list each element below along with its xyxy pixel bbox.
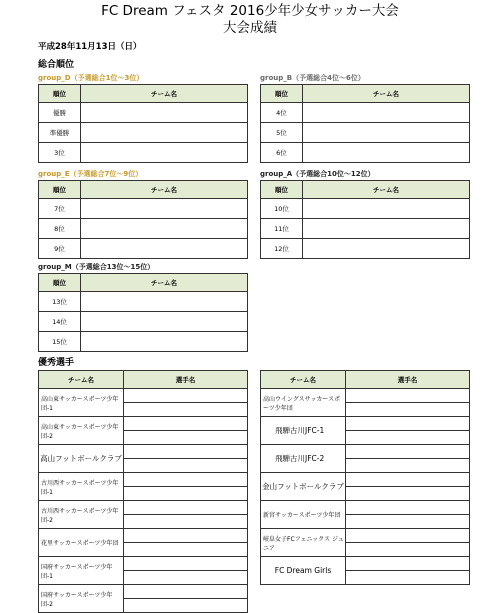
player-cell xyxy=(124,557,248,571)
player-cell xyxy=(124,487,248,501)
team-cell xyxy=(303,239,470,259)
rank-header: 順位 xyxy=(261,181,303,199)
team-header: チーム名 xyxy=(303,85,470,103)
player-cell xyxy=(346,431,470,445)
group-m-table xyxy=(38,273,248,352)
player-cell xyxy=(346,403,470,417)
team-cell: 金山フットボールクラブ xyxy=(261,473,346,501)
rank-cell: 準優勝 xyxy=(39,123,81,143)
player-cell xyxy=(124,431,248,445)
player-cell xyxy=(124,571,248,585)
team-cell: 高山ウイングスサッカースポーツ少年団 xyxy=(261,389,346,417)
player-cell xyxy=(124,473,248,487)
page-subtitle: 大会成績 xyxy=(223,20,277,36)
team-cell: 花里サッカースポーツ少年団 xyxy=(39,529,124,557)
overall-ranking-heading: 総合順位 xyxy=(38,60,75,70)
player-cell xyxy=(346,445,470,459)
player-cell xyxy=(124,599,248,613)
rank-cell: 11位 xyxy=(261,219,303,239)
player-cell xyxy=(346,487,470,501)
player-cell xyxy=(346,557,470,571)
team-cell xyxy=(303,143,470,163)
group-d-label: group_D（予選総合1位～3位） xyxy=(38,74,144,82)
player-cell xyxy=(124,543,248,557)
rank-cell: 9位 xyxy=(39,239,81,259)
group-e-label: group_E（予選総合7位～9位） xyxy=(38,170,143,178)
team-cell xyxy=(81,219,248,239)
rank-header: 順位 xyxy=(39,274,81,292)
team-header: チーム名 xyxy=(81,181,248,199)
rank-cell: 14位 xyxy=(39,312,81,332)
rank-cell: 13位 xyxy=(39,292,81,312)
group-a-label: group_A（予選総合10位～12位） xyxy=(260,170,375,178)
rank-cell: 3位 xyxy=(39,143,81,163)
player-cell xyxy=(346,529,470,543)
player-cell xyxy=(124,389,248,403)
player-header: 選手名 xyxy=(124,371,248,389)
team-cell: 飛騨古川JFC-1 xyxy=(261,417,346,445)
team-cell: 新宮サッカースポーツ少年団 xyxy=(261,501,346,529)
team-cell xyxy=(81,239,248,259)
players-table-left xyxy=(38,370,248,613)
team-cell: 古川西サッカースポーツ少年団-1 xyxy=(39,473,124,501)
team-cell: 飛騨古川JFC-2 xyxy=(261,445,346,473)
player-cell xyxy=(346,515,470,529)
team-cell xyxy=(81,332,248,352)
player-cell xyxy=(346,501,470,515)
team-header: チーム名 xyxy=(261,371,346,389)
team-cell xyxy=(81,292,248,312)
group-a-table xyxy=(260,180,470,259)
team-header: チーム名 xyxy=(81,85,248,103)
team-cell xyxy=(81,123,248,143)
player-cell xyxy=(124,529,248,543)
player-cell xyxy=(124,515,248,529)
player-cell xyxy=(346,571,470,585)
rank-header: 順位 xyxy=(261,85,303,103)
team-cell xyxy=(303,219,470,239)
rank-cell: 6位 xyxy=(261,143,303,163)
team-cell: 岐阜女子FCフェニックス ジュニア xyxy=(261,529,346,557)
player-cell xyxy=(124,585,248,599)
page-title: FC Dream フェスタ 2016少年少女サッカー大会 xyxy=(101,3,399,19)
team-cell: 高山フットボールクラブ xyxy=(39,445,124,473)
team-cell xyxy=(303,199,470,219)
player-cell xyxy=(346,417,470,431)
group-b-label: group_B（予選総合4位～6位） xyxy=(260,74,365,82)
team-cell: FC Dream Girls xyxy=(261,557,346,585)
group-m-label: group_M（予選総合13位～15位） xyxy=(38,263,155,271)
player-cell xyxy=(346,459,470,473)
rank-cell: 優勝 xyxy=(39,103,81,123)
group-b-table xyxy=(260,84,470,163)
team-cell xyxy=(81,143,248,163)
team-cell: 国府サッカースポーツ少年団-1 xyxy=(39,557,124,585)
player-cell xyxy=(346,473,470,487)
team-cell: 国府サッカースポーツ少年団-2 xyxy=(39,585,124,613)
event-date: 平成28年11月13日（日） xyxy=(38,42,142,52)
team-cell xyxy=(81,103,248,123)
player-cell xyxy=(346,389,470,403)
rank-cell: 7位 xyxy=(39,199,81,219)
team-header: チーム名 xyxy=(39,371,124,389)
team-cell xyxy=(81,312,248,332)
player-cell xyxy=(346,543,470,557)
rank-cell: 10位 xyxy=(261,199,303,219)
player-header: 選手名 xyxy=(346,371,470,389)
rank-header: 順位 xyxy=(39,181,81,199)
rank-cell: 4位 xyxy=(261,103,303,123)
team-cell: 古川西サッカースポーツ少年団-2 xyxy=(39,501,124,529)
player-cell xyxy=(124,403,248,417)
team-cell: 高山東サッカースポーツ少年団-1 xyxy=(39,389,124,417)
team-header: チーム名 xyxy=(81,274,248,292)
group-d-table xyxy=(38,84,248,163)
rank-cell: 8位 xyxy=(39,219,81,239)
rank-cell: 12位 xyxy=(261,239,303,259)
player-cell xyxy=(124,417,248,431)
team-cell xyxy=(303,103,470,123)
player-cell xyxy=(124,501,248,515)
players-table-right xyxy=(260,370,470,585)
player-cell xyxy=(124,459,248,473)
rank-header: 順位 xyxy=(39,85,81,103)
rank-cell: 5位 xyxy=(261,123,303,143)
rank-cell: 15位 xyxy=(39,332,81,352)
team-cell xyxy=(303,123,470,143)
group-e-table xyxy=(38,180,248,259)
player-cell xyxy=(124,445,248,459)
outstanding-players-heading: 優秀選手 xyxy=(38,358,75,368)
team-cell: 高山東サッカースポーツ少年団-2 xyxy=(39,417,124,445)
team-header: チーム名 xyxy=(303,181,470,199)
team-cell xyxy=(81,199,248,219)
